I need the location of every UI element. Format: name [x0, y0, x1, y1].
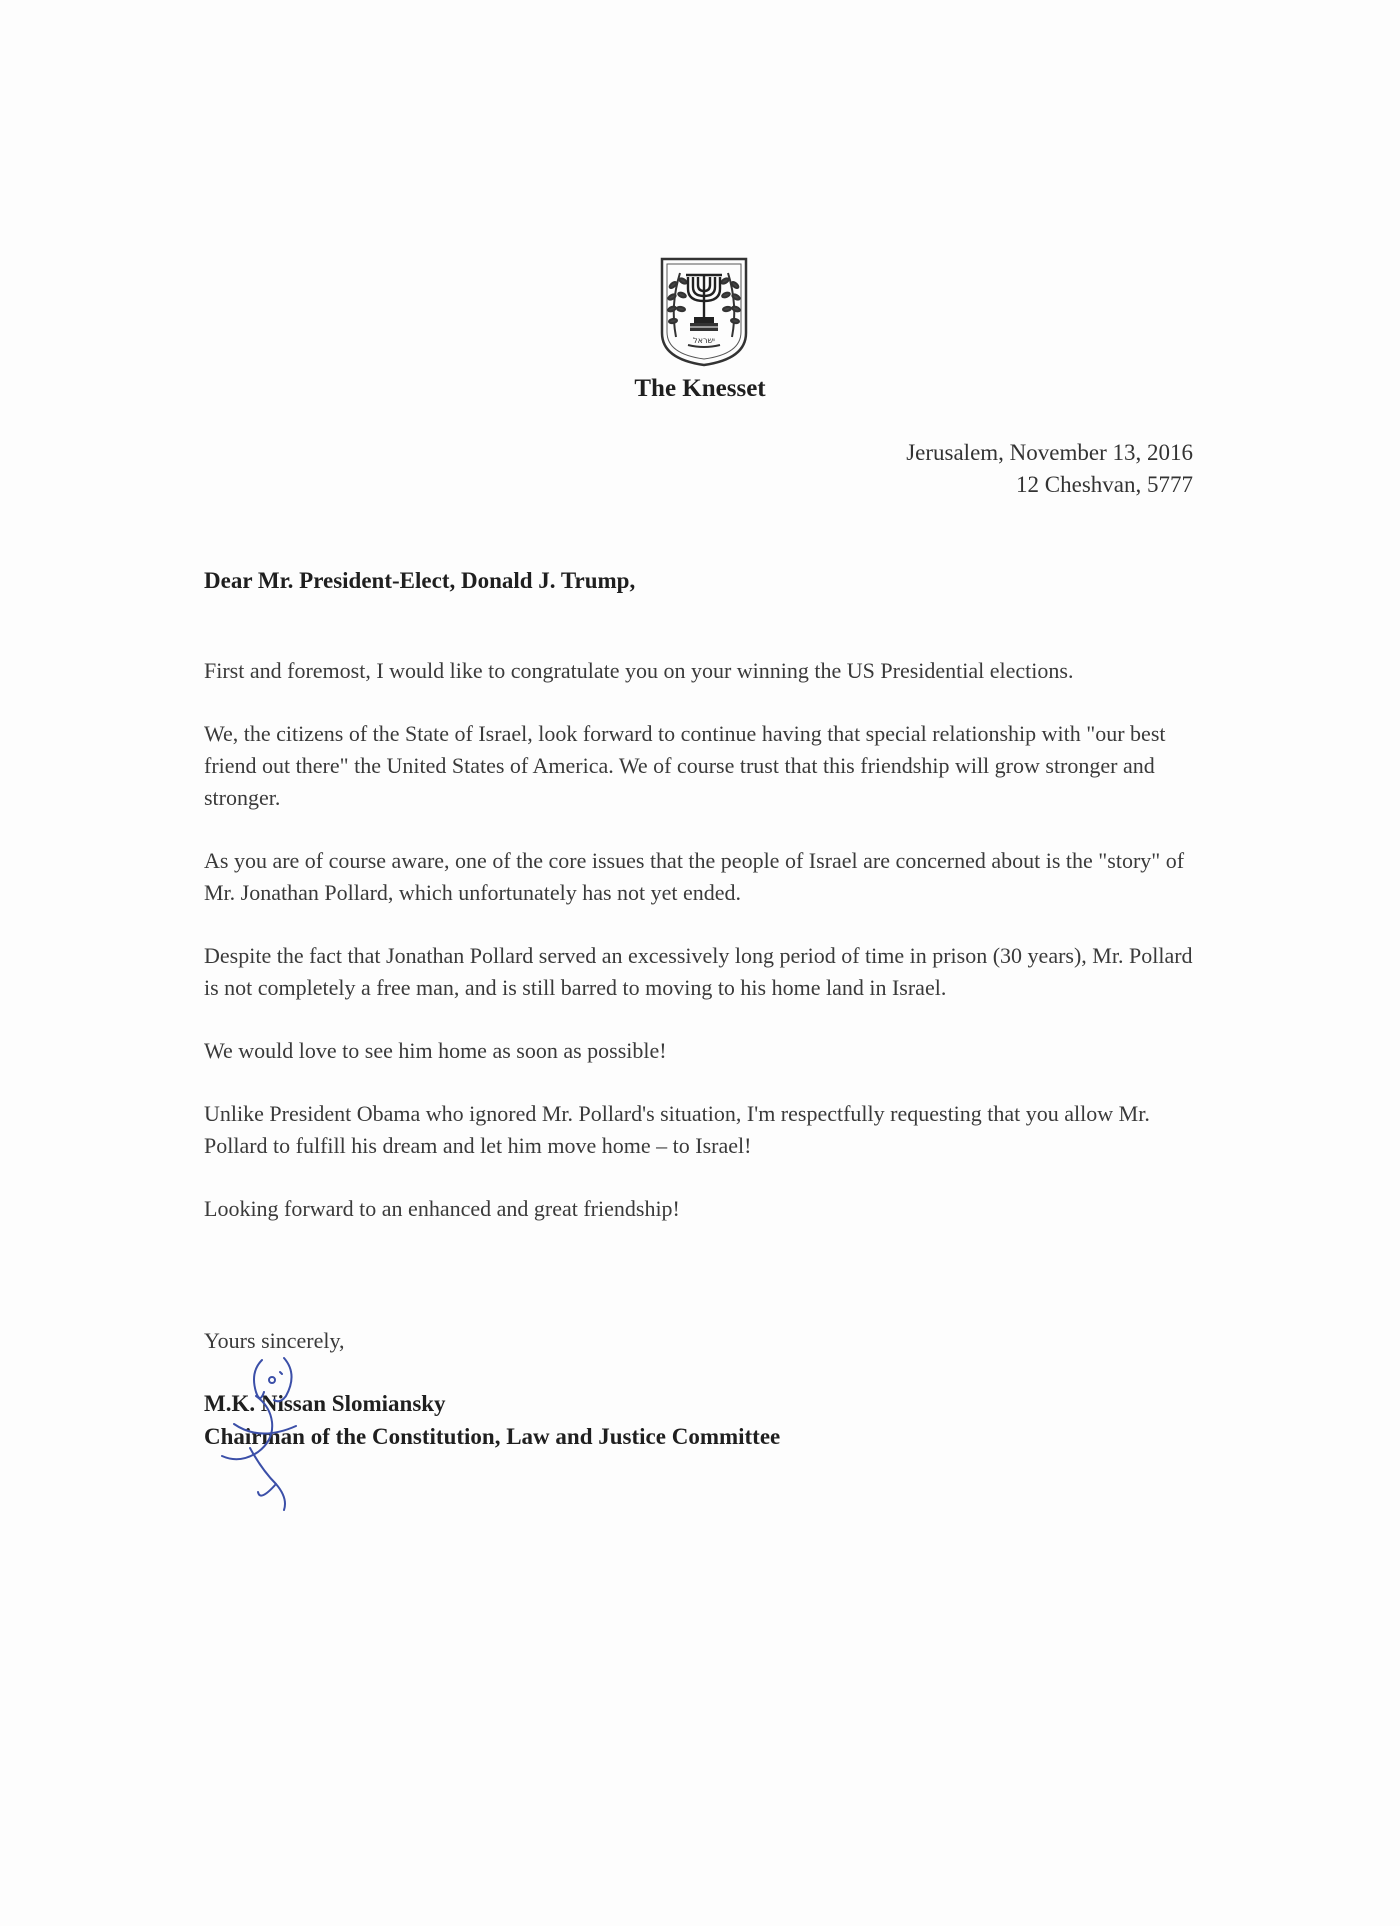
paragraph: As you are of course aware, one of the core issues that the people of Israel are concerned about is the "story" of Mr. Jonathan Pollard, which unfortunately has not yet ended. — [204, 848, 1185, 905]
paragraph: First and foremost, I would like to congratulate you on your winning the US Presidential elections. — [204, 658, 1074, 683]
emblem-caption: ישראל — [693, 336, 715, 345]
organization-name: The Knesset — [634, 375, 766, 402]
paragraph: Despite the fact that Jonathan Pollard served an excessively long period of time in prison (30 years), Mr. Pollard is not completely a free man, and is still barred to moving to his home land in Israel. — [204, 943, 1193, 1000]
letter-body — [204, 655, 1204, 1256]
date-block — [906, 437, 1193, 501]
date-line-gregorian: Jerusalem, November 13, 2016 — [906, 440, 1193, 465]
salutation: Dear Mr. President-Elect, Donald J. Trump, — [204, 568, 636, 593]
signatory-title: Chairman of the Constitution, Law and Justice Committee — [204, 1424, 781, 1449]
handwritten-signature-icon — [200, 1352, 340, 1512]
signatory-name: M.K. Nissan Slomiansky — [204, 1391, 446, 1416]
paragraph: We would love to see him home as soon as possible! — [204, 1038, 667, 1063]
date-line-hebrew: 12 Cheshvan, 5777 — [1016, 472, 1193, 497]
paragraph: We, the citizens of the State of Israel, look forward to continue having that special relationship with "our best friend out there" the United States of America. We of course trust that this friendship will grow stronger and stronger. — [204, 721, 1166, 810]
paragraph: Looking forward to an enhanced and great friendship! — [204, 1196, 680, 1221]
paragraph: Unlike President Obama who ignored Mr. Pollard's situation, I'm respectfully requesting that you allow Mr. Pollard to fulfill his dream and let him move home – to Israel! — [204, 1101, 1150, 1158]
closing: Yours sincerely, — [204, 1328, 345, 1353]
knesset-emblem-icon — [658, 255, 750, 367]
